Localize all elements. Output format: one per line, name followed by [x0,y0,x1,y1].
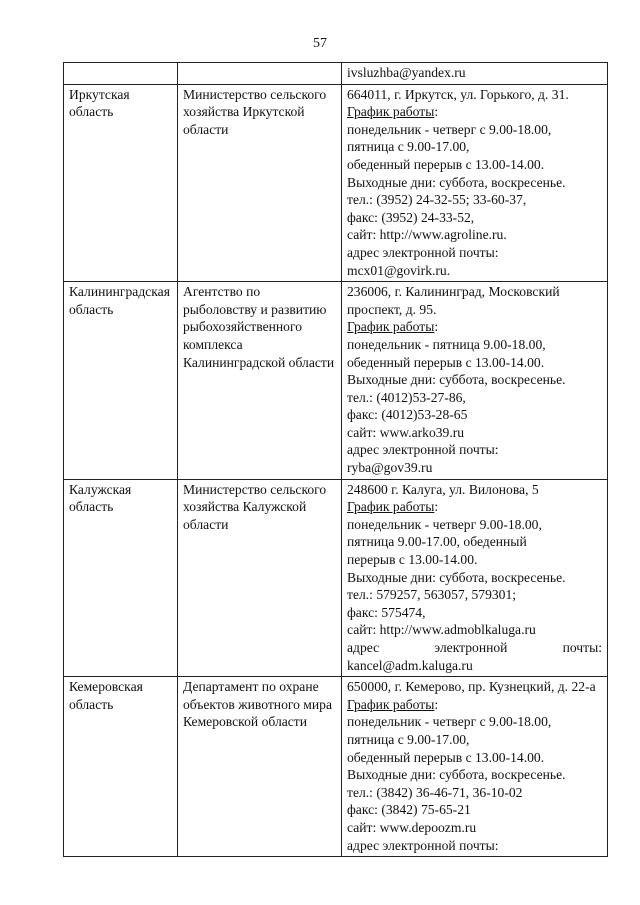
agency-cell [178,282,342,480]
email-value: ivsluzhba@yandex.ru [347,65,466,80]
region-cell [64,63,178,85]
email-label: адрес электронной почты: [347,640,602,655]
hours-line: обеденный перерыв с 13.00-14.00. [347,156,545,172]
contacts-table [63,62,608,857]
schedule-label: График работы [347,696,435,712]
table-row [64,282,608,480]
agency-cell [178,63,342,85]
hours-line: понедельник - четверг с 9.00-18.00, [347,714,552,730]
site-text: сайт: http://www.admoblkaluga.ru [347,622,536,638]
phone-text: тел.: 579257, 563057, 579301; [347,587,517,603]
fax-text: факс: 575474, [347,604,426,620]
hours-line: обеденный перерыв с 13.00-14.00. [347,354,545,370]
fax-text: факс: (3842) 75-65-21 [347,802,471,818]
contacts-cell [342,63,608,85]
region-name: Иркутская область [69,86,130,120]
hours-line: обеденный перерыв с 13.00-14.00. [347,749,545,765]
schedule-label: График работы [347,104,435,120]
email-value: mcx01@govirk.ru. [347,262,451,278]
phone-text: тел.: (3842) 36-46-71, 36-10-02 [347,784,523,800]
hours-line: Выходные дни: суббота, воскресенье. [347,569,566,585]
phone-text: тел.: (3952) 24-32-55; 33-60-37, [347,192,527,208]
schedule-label: График работы [347,319,435,335]
agency-name: Министерство сельского хозяйства Иркутской области [183,86,327,137]
hours-line: Выходные дни: суббота, воскресенье. [347,372,566,388]
region-name: Кемеровская область [69,679,143,712]
hours-line: Выходные дни: суббота, воскресенье. [347,174,566,190]
site-text: сайт: www.arko39.ru [347,424,465,440]
fax-text: факс: (3952) 24-33-52, [347,209,475,225]
hours-line: Выходные дни: суббота, воскресенье. [347,767,566,783]
site-text: сайт: www.depoozm.ru [347,819,477,835]
fax-text: факс: (4012)53-28-65 [347,407,468,423]
agency-name: Агентство по рыболовству и развитию рыбохозяйственного комплекса Калининградской области [183,284,335,370]
region-cell [64,84,178,282]
region-name: Калининградская область [69,284,170,317]
phone-text: тел.: (4012)53-27-86, [347,389,466,405]
email-value: ryba@gov39.ru [347,460,433,476]
page-number: 57 [313,36,327,51]
email-label: адрес электронной почты: [347,442,499,458]
agency-name: Департамент по охране объектов животного мира Кемеровской области [183,679,332,730]
table-row [64,677,608,857]
hours-line: понедельник - четверг 9.00-18.00, [347,516,542,532]
contacts-cell: 650000, г. Кемерово, пр. Кузнецкий, д. 22-а График работы: понедельник - четверг с 9.00-18.00, пятница с 9.00-17.00, обеденный перерыв с 13.00-14.00. Выходные дни: суббота, воскресенье. тел.: (3842) 36-46-71, 36-10-02 факс: (3842) 75-65-21 сайт: www.depoozm.ru адрес электронной почты: [342,677,608,857]
agency-cell [178,84,342,282]
contacts-cell: 236006, г. Калининград, Московский проспект, д. 95. График работы: понедельник - пятница 9.00-18.00, обеденный перерыв с 13.00-14.00. Выходные дни: суббота, воскресенье. тел.: (4012)53-27-86, факс: (4012)53-28-65 сайт: www.arko39.ru адрес электронной почты: ryba@gov39.ru [342,282,608,480]
address-text: 236006, г. Калининград, Московский проспект, д. 95. [347,284,560,317]
site-text: сайт: http://www.agroline.ru. [347,227,507,243]
table-row [64,479,608,677]
email-label: адрес электронной почты: [347,837,499,853]
schedule-label: График работы [347,499,435,515]
hours-line: пятница с 9.00-17.00, [347,139,470,155]
contacts-cell: 248600 г. Калуга, ул. Вилонова, 5 График работы: понедельник - четверг 9.00-18.00, пятница 9.00-17.00, обеденный перерыв с 13.00-14.00. Выходные дни: суббота, воскресенье. тел.: 579257, 563057, 579301; факс: 575474, сайт: http://www.admoblkaluga.ru адрес электронной почты: kancel@adm.kaluga.ru [342,479,608,677]
hours-line: пятница с 9.00-17.00, [347,731,470,747]
address-text: 664011, г. Иркутск, ул. Горького, д. 31. [347,86,569,102]
hours-line: перерыв с 13.00-14.00. [347,552,478,568]
hours-line: понедельник - пятница 9.00-18.00, [347,336,546,352]
email-value: kancel@adm.kaluga.ru [347,657,473,673]
address-text: 248600 г. Калуга, ул. Вилонова, 5 [347,481,539,497]
region-name: Калужская область [69,481,132,515]
table-row [64,63,608,85]
address-text: 650000, г. Кемерово, пр. Кузнецкий, д. 22-а [347,679,596,695]
agency-name: Министерство сельского хозяйства Калужской области [183,481,327,532]
email-label: адрес электронной почты: [347,244,499,260]
region-cell [64,479,178,677]
hours-line: понедельник - четверг с 9.00-18.00, [347,121,552,137]
agency-cell [178,677,342,857]
contacts-cell: 664011, г. Иркутск, ул. Горького, д. 31. График работы: понедельник - четверг с 9.00-18.00, пятница с 9.00-17.00, обеденный перерыв с 13.00-14.00. Выходные дни: суббота, воскресенье. тел.: (3952) 24-32-55; 33-60-37, факс: (3952) 24-33-52, сайт: http://www.agroline.ru. адрес электронной почты: mcx01@govirk.ru. [342,84,608,282]
table-row [64,84,608,282]
region-cell [64,677,178,857]
agency-cell [178,479,342,677]
region-cell [64,282,178,480]
hours-line: пятница 9.00-17.00, обеденный [347,534,527,550]
